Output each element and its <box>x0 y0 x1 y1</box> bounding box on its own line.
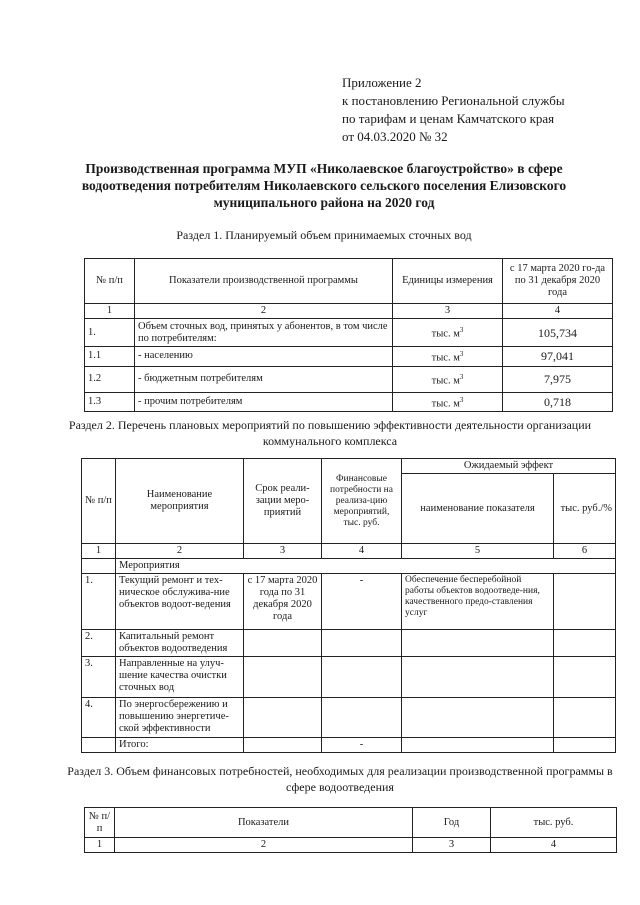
row-name: Текущий ремонт и тех-ническое обслужива-ние объектов водоот-ведения <box>116 574 244 630</box>
total-label: Итого: <box>116 738 244 753</box>
table-row <box>85 366 613 392</box>
col-number: 4 <box>491 838 617 853</box>
col-number: 3 <box>413 838 491 853</box>
row-term <box>244 630 322 657</box>
table-row <box>85 347 613 367</box>
table-row <box>85 392 613 412</box>
row-num: 1.1 <box>85 347 135 367</box>
section2-heading: Раздел 2. Перечень плановых мероприятий по повышению эффективности деятельности организации коммунального комплекса <box>68 418 592 448</box>
header-year: Год <box>413 808 491 838</box>
appendix-line: к постановлению Региональной службы <box>342 93 565 108</box>
row-unit: тыс. м <box>431 352 460 364</box>
row-value: 97,041 <box>503 347 613 367</box>
row-finance <box>322 657 402 698</box>
row-finance <box>322 698 402 738</box>
row-num: 1. <box>85 319 135 347</box>
header-amount: тыс. руб. <box>491 808 617 838</box>
col-number: 5 <box>402 544 554 559</box>
header-finance: Финансовые потребности на реализа-цию мероприятий, тыс. руб. <box>322 459 402 544</box>
header-name: Наименование мероприятия <box>116 459 244 544</box>
row-unit-sup: 3 <box>459 395 464 404</box>
row-value <box>554 698 616 738</box>
row-term <box>244 657 322 698</box>
table-row <box>82 630 616 657</box>
row-name: - населению <box>135 347 393 367</box>
section3-table <box>84 807 617 853</box>
table-row <box>82 574 616 630</box>
row-name: По энергосбережению и повышению энергетиче-ской эффективности <box>116 698 244 738</box>
appendix-block <box>342 74 565 146</box>
row-unit-sup: 3 <box>459 350 464 358</box>
row-name: - прочим потребителям <box>135 392 393 412</box>
table-row <box>85 319 613 347</box>
row-name: Объем сточных вод, принятых у абонентов, в том числе по потребителям: <box>135 319 393 347</box>
total-finance: - <box>322 738 402 753</box>
appendix-line: Приложение 2 <box>342 75 422 90</box>
row-value <box>554 630 616 657</box>
row-effect <box>402 630 554 657</box>
row-num: 1.3 <box>85 392 135 412</box>
header-effect-value: тыс. руб./% <box>554 474 616 544</box>
header-term: Срок реали-зации меро-приятий <box>244 459 322 544</box>
row-num: 4. <box>82 698 116 738</box>
header-indicator: Показатели <box>115 808 413 838</box>
col-number: 3 <box>393 304 503 319</box>
col-number: 1 <box>82 544 116 559</box>
table-row <box>82 657 616 698</box>
row-name: Капитальный ремонт объектов водоотведения <box>116 630 244 657</box>
row-finance: - <box>322 574 402 630</box>
header-period: с 17 марта 2020 го-да по 31 декабря 2020 года <box>503 259 613 304</box>
row-unit: тыс. м <box>431 398 460 409</box>
row-name: - бюджетным потребителям <box>135 366 393 392</box>
row-num: 1. <box>82 574 116 630</box>
row-value: 105,734 <box>503 319 613 347</box>
col-number: 1 <box>85 838 115 853</box>
row-value <box>554 657 616 698</box>
section1-table <box>84 258 613 412</box>
row-effect: Обеспечение бесперебойной работы объектов водоотведе-ния, качественного предо-ставления услуг <box>402 574 554 630</box>
header-unit: Единицы измерения <box>393 259 503 304</box>
row-name: Направленные на улуч-шение качества очистки сточных вод <box>116 657 244 698</box>
document-title: Производственная программа МУП «Николаевское благоустройство» в сфере водоотведения потребителям Николаевского сельского поселения Елизовского муниципального района на 2020 год <box>81 161 567 210</box>
col-number: 2 <box>135 304 393 319</box>
row-term: с 17 марта 2020 года по 31 декабря 2020 года <box>244 574 322 630</box>
row-value: 7,975 <box>503 366 613 392</box>
header-num: № п/п <box>82 459 116 544</box>
col-number: 4 <box>503 304 613 319</box>
row-num: 3. <box>82 657 116 698</box>
header-effect: Ожидаемый эффект <box>402 459 616 474</box>
header-num: № п/п <box>85 259 135 304</box>
appendix-line: по тарифам и ценам Камчатского края <box>342 111 555 126</box>
group-label: Мероприятия <box>116 559 616 574</box>
header-effect-name: наименование показателя <box>402 474 554 544</box>
col-number: 1 <box>85 304 135 319</box>
col-number: 2 <box>115 838 413 853</box>
row-unit: тыс. м <box>431 328 460 340</box>
table-row <box>82 698 616 738</box>
row-unit-sup: 3 <box>459 326 464 335</box>
col-number: 3 <box>244 544 322 559</box>
appendix-line: от 04.03.2020 № 32 <box>342 129 448 144</box>
row-effect <box>402 698 554 738</box>
row-term <box>244 698 322 738</box>
col-number: 2 <box>116 544 244 559</box>
section3-heading: Раздел 3. Объем финансовых потребностей, необходимых для реализации производственной программы в сфере водоотведения <box>67 764 613 794</box>
row-num: 2. <box>82 630 116 657</box>
col-number: 4 <box>322 544 402 559</box>
row-num: 1.2 <box>85 366 135 392</box>
section2-table <box>81 458 616 753</box>
total-row <box>82 738 616 753</box>
row-unit: тыс. м <box>431 375 460 387</box>
row-value: 0,718 <box>503 392 613 412</box>
row-finance <box>322 630 402 657</box>
col-number: 6 <box>554 544 616 559</box>
row-effect <box>402 657 554 698</box>
header-indicator: Показатели производственной программы <box>135 259 393 304</box>
section1-heading: Раздел 1. Планируемый объем принимаемых сточных вод <box>176 228 472 242</box>
row-unit-sup: 3 <box>459 372 464 381</box>
header-num: № п/п <box>85 808 115 838</box>
row-value <box>554 574 616 630</box>
